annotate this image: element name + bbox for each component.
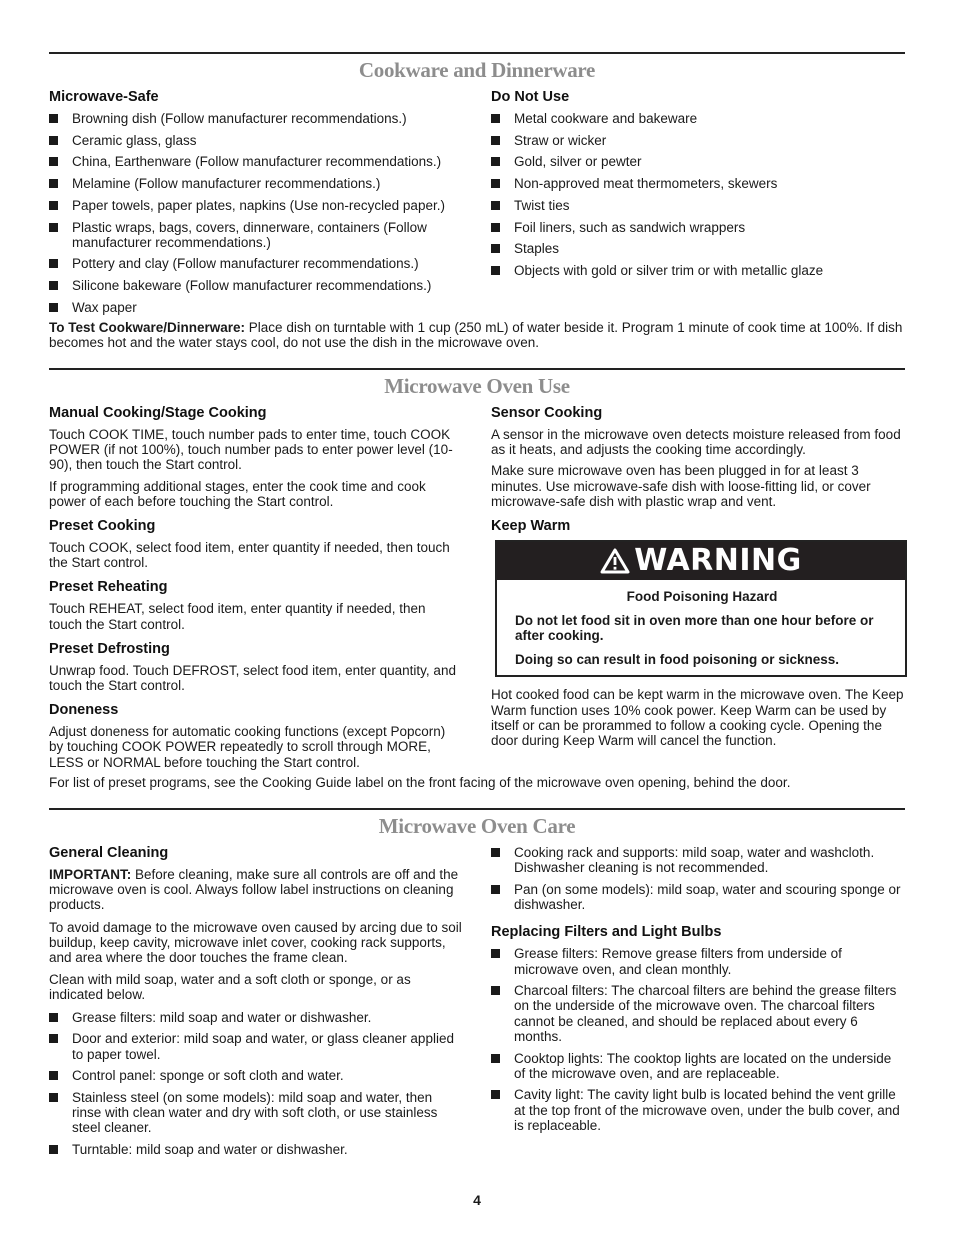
list-item-text: Pottery and clay (Follow manufacturer recommendations.) (72, 256, 419, 272)
use-left-column (49, 405, 462, 775)
list-item (491, 176, 905, 191)
square-bullet-icon (49, 114, 58, 123)
list-item (49, 111, 462, 126)
section-title-use: Microwave Oven Use (384, 373, 570, 398)
list-item (49, 154, 462, 169)
list-item (491, 198, 905, 213)
section-title-cookware: Cookware and Dinnerware (358, 58, 596, 82)
section-divider (49, 808, 905, 810)
square-bullet-icon (491, 1090, 500, 1099)
square-bullet-icon (49, 1071, 58, 1080)
warning-triangle-icon (600, 548, 630, 574)
square-bullet-icon (491, 885, 500, 894)
list-item-text: Plastic wraps, bags, covers, dinnerware, containers (Follow manufacturer recommendations.) (72, 219, 427, 250)
square-bullet-icon (49, 223, 58, 232)
list-item-text: Cooktop lights: The cooktop lights are located on the underside of the microwave oven, and are replaceable. (514, 1050, 892, 1081)
section-divider (49, 368, 905, 370)
list-item (49, 256, 462, 271)
square-bullet-icon (491, 136, 500, 145)
list-item-text: Straw or wicker (514, 132, 607, 148)
square-bullet-icon (49, 201, 58, 210)
square-bullet-icon (491, 201, 500, 210)
warning-text-1: Do not let food sit in oven more than one hour before or after cooking. (515, 612, 874, 644)
list-item-text: Cavity light: The cavity light bulb is located behind the vent grille at the top front of the microwave oven, under the bulb cover, and is replaceable. (514, 1087, 900, 1133)
doneness-text: Adjust doneness for automatic cooking functions (except Popcorn) by touching COOK POWER repeatedly to scroll through MORE, LESS or NORMAL before touching the Start control. (49, 724, 446, 770)
list-item (49, 1142, 462, 1157)
list-item-text: Cooking rack and supports: mild soap, water and washcloth. Dishwasher cleaning is not recommended. (514, 844, 875, 876)
list-item (491, 133, 905, 148)
list-item-text: Foil liners, such as sandwich wrappers (514, 219, 746, 235)
list-item-text: Gold, silver or pewter (514, 154, 642, 170)
manual-cooking-text-1: Touch COOK TIME, touch number pads to enter time, touch COOK POWER (if not 100%), touch number pads to enter power level (10-90), then touch the Start control. (49, 426, 453, 473)
arcing-text: To avoid damage to the microwave oven caused by arcing due to soil buildup, keep cavity, microwave inlet cover, cooking rack supports, and area where the door touches the frame clean. (49, 919, 462, 965)
filters-list (491, 946, 905, 1133)
clean-text: Clean with mild soap, water and a soft cloth or sponge, or as indicated below. (49, 972, 411, 1003)
care-right-column (491, 845, 905, 1164)
square-bullet-icon (491, 244, 500, 253)
square-bullet-icon (491, 986, 500, 995)
warning-text-2: Doing so can result in food poisoning or sickness. (515, 651, 840, 667)
list-item (491, 111, 905, 126)
list-item-text: Pan (on some models): mild soap, water and scouring sponge or dishwasher. (514, 881, 901, 913)
list-item-text: Charcoal filters: The charcoal filters are behind the grease filters on the underside of the microwave oven. The charcoal filters cannot be cleaned, and should be replaced about every 6 months. (514, 983, 897, 1044)
list-item (49, 176, 462, 191)
cookware-columns (49, 89, 905, 322)
list-item-text: Objects with gold or silver trim or with metallic glaze (514, 262, 824, 278)
section-divider (49, 52, 905, 54)
warning-hazard-title: Food Poisoning Hazard (626, 588, 778, 604)
important-paragraph (49, 867, 462, 913)
use-columns (49, 405, 905, 775)
list-item (491, 845, 905, 875)
test-cookware-label: To Test Cookware/Dinnerware: (49, 319, 246, 335)
list-item-text: Control panel: sponge or soft cloth and water. (72, 1068, 344, 1084)
preset-defrosting-text: Unwrap food. Touch DEFROST, select food item, enter quantity, and touch the Start control. (49, 662, 456, 693)
list-item-text: Wax paper (72, 299, 137, 315)
microwave-safe-column (49, 89, 462, 322)
list-item (49, 1010, 462, 1025)
list-item (49, 278, 462, 293)
sensor-cooking-text-1: A sensor in the microwave oven detects moisture released from food as it heats, and adjusts the cooking time accordingly. (491, 426, 901, 458)
preset-cooking-heading: Preset Cooking (49, 517, 156, 534)
square-bullet-icon (49, 1093, 58, 1102)
care-left-column (49, 845, 462, 1164)
important-label: IMPORTANT: (49, 866, 132, 882)
square-bullet-icon (491, 266, 500, 275)
care-columns (49, 845, 905, 1164)
list-item (491, 154, 905, 169)
warning-header (497, 542, 905, 580)
cleaning-list-continued (491, 845, 905, 912)
square-bullet-icon (49, 1145, 58, 1154)
square-bullet-icon (49, 1034, 58, 1043)
list-item-text: Browning dish (Follow manufacturer recommendations.) (72, 111, 407, 126)
page-content (49, 52, 905, 1164)
sensor-cooking-heading: Sensor Cooking (491, 404, 603, 421)
square-bullet-icon (49, 179, 58, 188)
list-item (491, 946, 905, 976)
square-bullet-icon (491, 848, 500, 857)
list-item (49, 1068, 462, 1083)
preset-reheating-heading: Preset Reheating (49, 579, 168, 596)
replacing-filters-heading: Replacing Filters and Light Bulbs (491, 924, 722, 941)
cleaning-list (49, 1010, 462, 1158)
keep-warm-heading: Keep Warm (491, 517, 571, 534)
list-item (49, 1031, 462, 1061)
list-item (49, 300, 462, 315)
important-text: Before cleaning, make sure all controls are off and the microwave oven is cool. Always follow label instructions on cleaning products. (49, 866, 459, 913)
list-item-text: Silicone bakeware (Follow manufacturer recommendations.) (72, 278, 432, 294)
list-item (49, 1090, 462, 1136)
list-item-text: Staples (514, 241, 560, 257)
manual-cooking-text-2: If programming additional stages, enter the cook time and cook power of each before touching the Start control. (49, 478, 426, 509)
preset-cooking-text: Touch COOK, select food item, enter quantity if needed, then touch the Start control. (49, 539, 450, 571)
square-bullet-icon (49, 136, 58, 145)
general-cleaning-heading: General Cleaning (49, 844, 169, 861)
test-cookware-text: Place dish on turntable with 1 cup (250 mL) of water beside it. Program 1 minute of cook time at 100%. If dish becomes hot and the water stays cool, do not use the dish in the microwave oven. (49, 319, 903, 350)
list-item-text: Paper towels, paper plates, napkins (Use non-recycled paper.) (72, 197, 445, 213)
doneness-heading: Doneness (49, 702, 119, 719)
list-item-text: Metal cookware and bakeware (514, 111, 698, 126)
list-item-text: Ceramic glass, glass (72, 132, 197, 148)
square-bullet-icon (491, 157, 500, 166)
list-item (491, 241, 905, 256)
microwave-safe-heading: Microwave-Safe (49, 89, 159, 105)
list-item-text: Turntable: mild soap and water or dishwasher. (72, 1142, 348, 1158)
section-title-care: Microwave Oven Care (378, 813, 576, 838)
use-right-column (491, 405, 905, 775)
list-item-text: Stainless steel (on some models): mild soap and water, then rinse with clean water and dry with soft cloth, or use stainless steel cleaner. (72, 1089, 438, 1136)
square-bullet-icon (49, 259, 58, 268)
test-cookware-paragraph (49, 320, 905, 350)
keep-warm-text: Hot cooked food can be kept warm in the microwave oven. The Keep Warm function uses 10% cook power. Keep Warm can be used by itself or can be prorammed to follow a cooking cycle. Opening the door during Keep Warm will cancel the function. (491, 687, 904, 749)
list-item (49, 133, 462, 148)
list-item-text: Non-approved meat thermometers, skewers (514, 176, 778, 192)
list-item-text: Twist ties (514, 197, 570, 213)
do-not-use-heading: Do Not Use (491, 89, 570, 105)
list-item-text: Door and exterior: mild soap and water, or glass cleaner applied to paper towel. (72, 1031, 454, 1062)
square-bullet-icon (49, 303, 58, 312)
preset-reheating-text: Touch REHEAT, select food item, enter quantity if needed, then touch the Start control. (49, 601, 426, 632)
square-bullet-icon (49, 1013, 58, 1022)
list-item (491, 1051, 905, 1081)
list-item (49, 198, 462, 213)
list-item-text: Melamine (Follow manufacturer recommendations.) (72, 176, 381, 192)
list-item-text: Grease filters: Remove grease filters from underside of microwave oven, and clean monthly. (514, 946, 842, 977)
warning-body (497, 580, 905, 676)
warning-label: WARNING (634, 543, 802, 579)
microwave-safe-list (49, 111, 462, 315)
square-bullet-icon (49, 157, 58, 166)
manual-cooking-heading: Manual Cooking/Stage Cooking (49, 404, 267, 421)
warning-box (495, 540, 907, 678)
square-bullet-icon (491, 114, 500, 123)
list-item (491, 983, 905, 1044)
list-item (491, 1087, 905, 1133)
sensor-cooking-text-2: Make sure microwave oven has been plugged in for at least 3 minutes. Use microwave-safe dish with loose-fitting lid, or cover microwave-safe dish with plastic wrap and vent. (491, 463, 871, 509)
list-item (491, 882, 905, 912)
list-item (49, 220, 462, 250)
square-bullet-icon (49, 281, 58, 290)
do-not-use-list (491, 111, 905, 278)
preset-programs-footnote: For list of preset programs, see the Cooking Guide label on the front facing of the microwave oven opening, behind the door. (49, 774, 791, 790)
square-bullet-icon (491, 949, 500, 958)
preset-defrosting-heading: Preset Defrosting (49, 640, 170, 657)
list-item-text: Grease filters: mild soap and water or dishwasher. (72, 1009, 372, 1025)
list-item (491, 220, 905, 235)
list-item-text: China, Earthenware (Follow manufacturer recommendations.) (72, 154, 442, 170)
list-item (491, 263, 905, 278)
do-not-use-column (491, 89, 905, 322)
page-number: 4 (473, 1192, 481, 1208)
square-bullet-icon (491, 1054, 500, 1063)
square-bullet-icon (491, 179, 500, 188)
square-bullet-icon (491, 223, 500, 232)
